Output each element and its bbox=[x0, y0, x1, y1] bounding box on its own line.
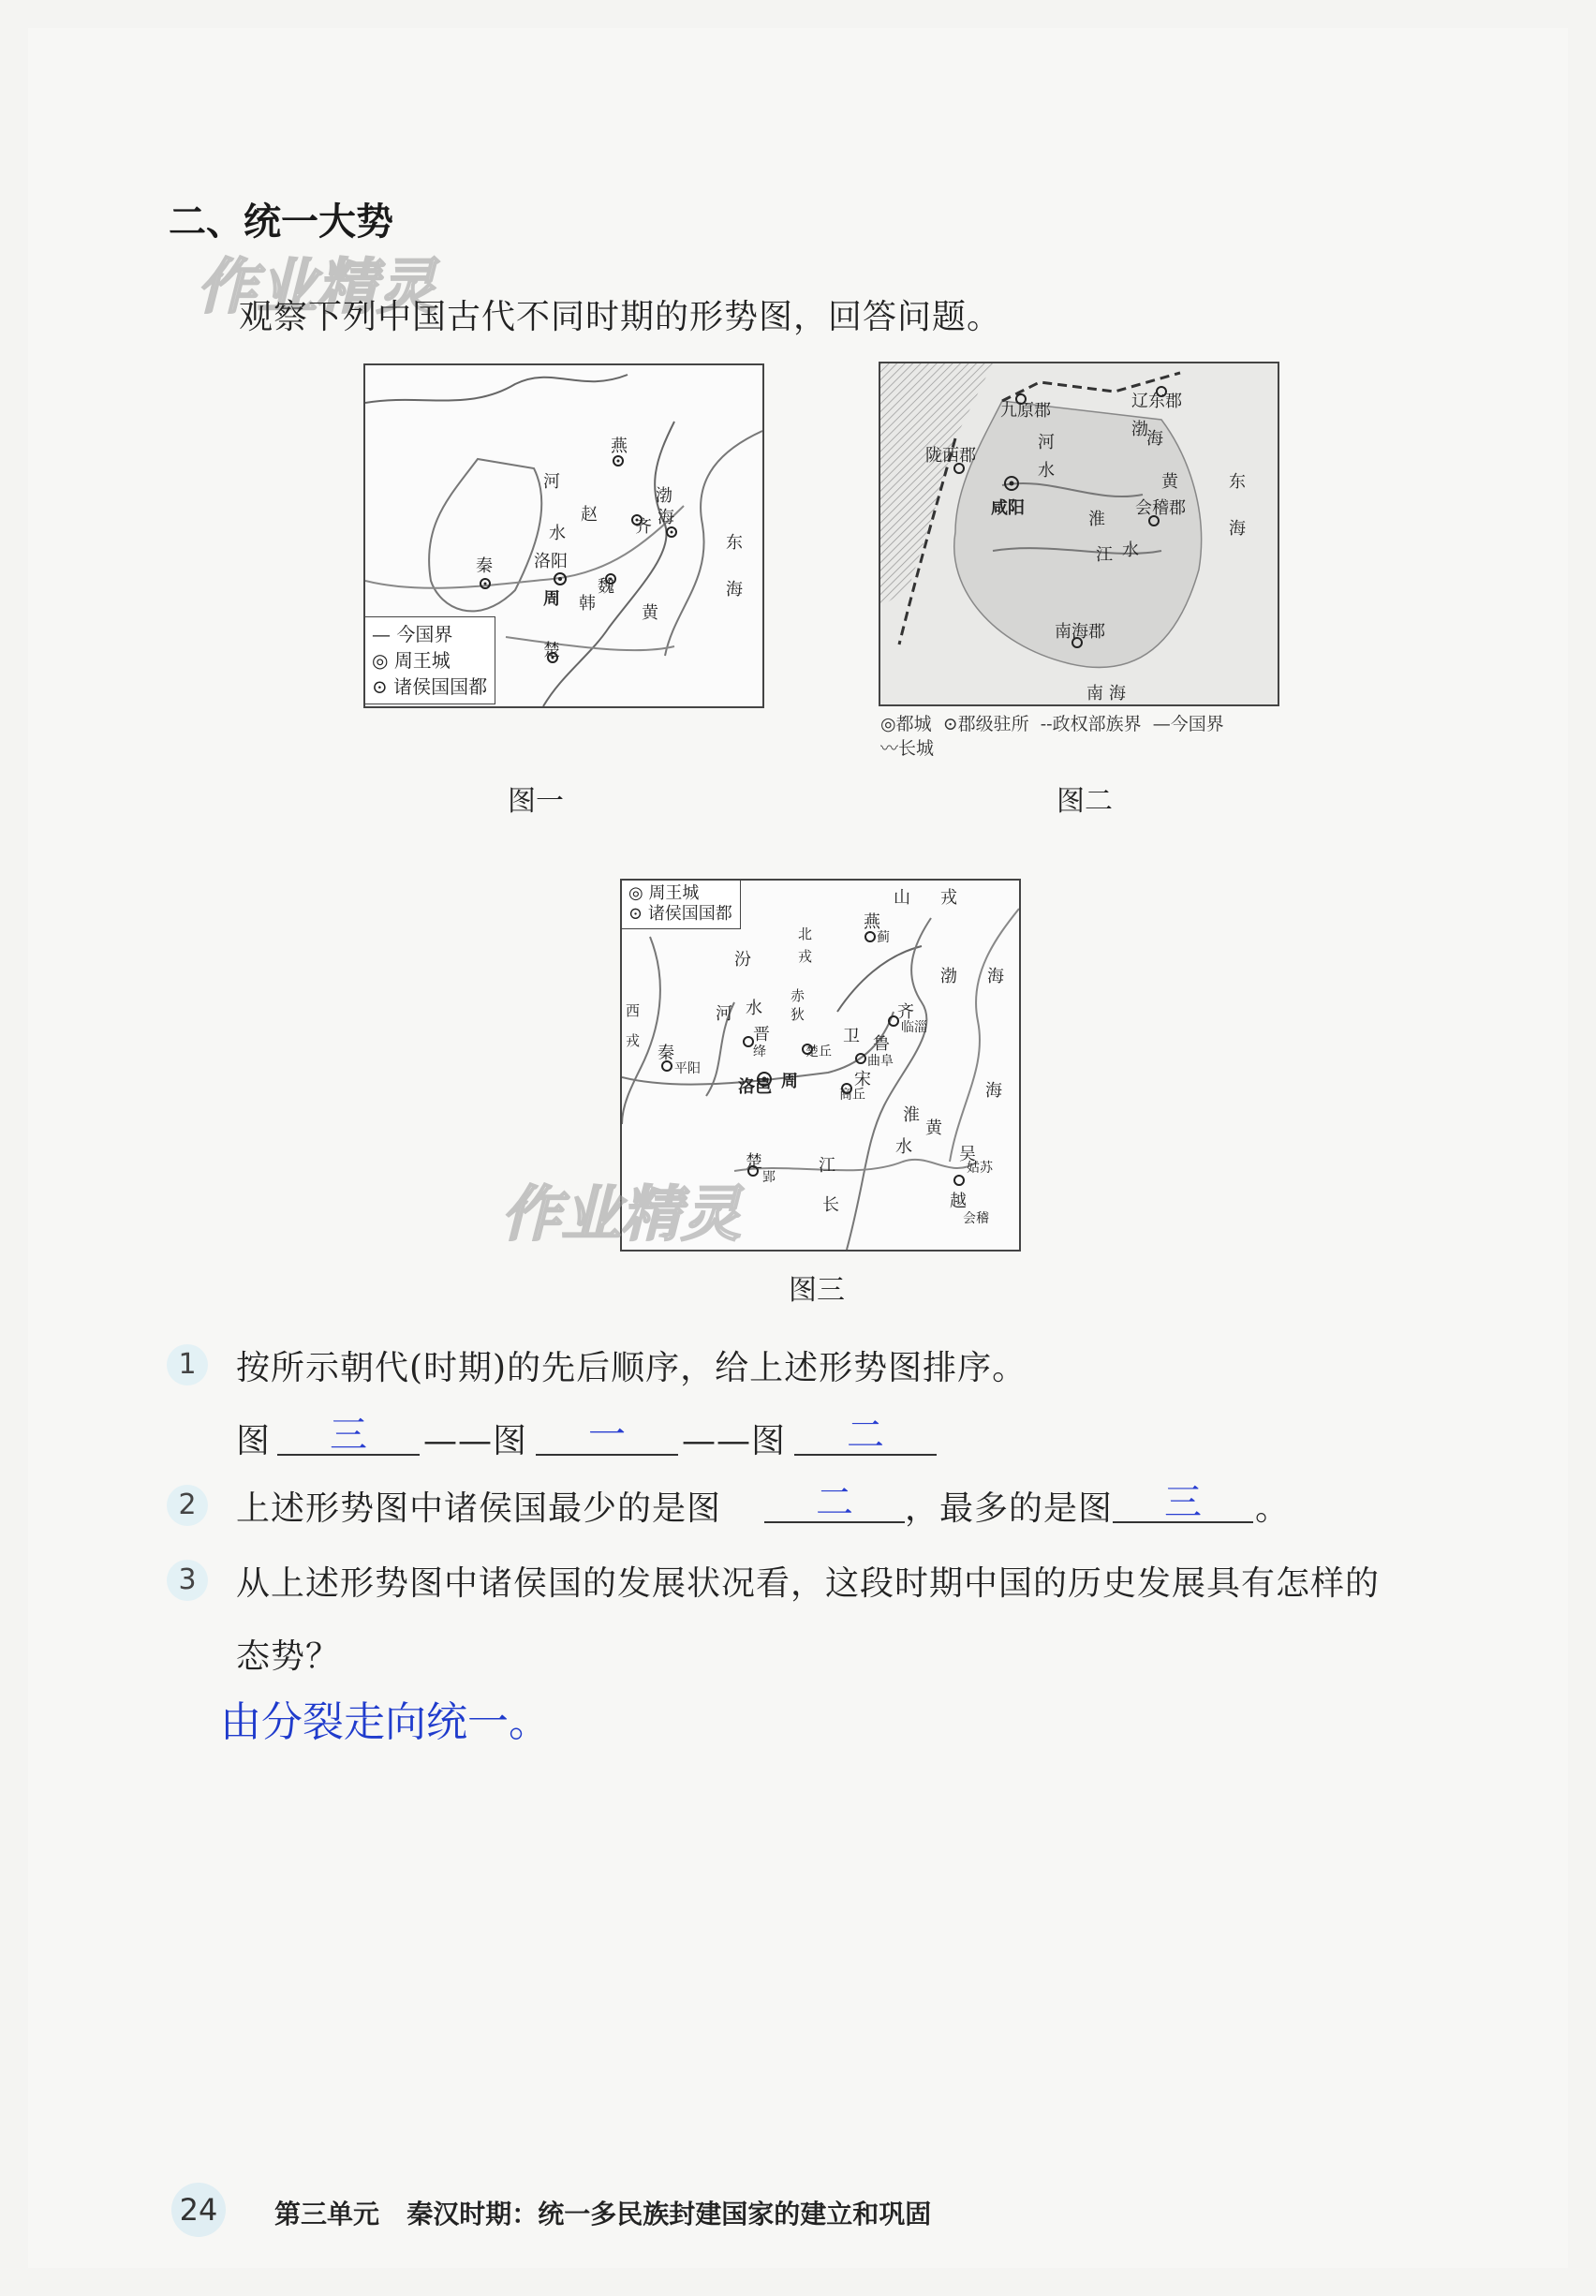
footer-title bbox=[274, 2194, 931, 2231]
unit-label: 第三单元 bbox=[274, 2199, 380, 2229]
map1-label: 燕 bbox=[611, 437, 628, 456]
map3-label: 赤 bbox=[791, 987, 805, 1004]
map2-label: 辽东郡 bbox=[1131, 392, 1182, 411]
map3-label: 燕 bbox=[864, 912, 880, 932]
map3-label: 海 bbox=[987, 967, 1004, 986]
capital-icon: ◎ bbox=[880, 714, 896, 734]
question-text: 上述形势图中诸侯国最少的是图 bbox=[236, 1489, 722, 1528]
answer-text: 二 bbox=[816, 1481, 853, 1524]
prefecture-icon: ⊙ bbox=[942, 714, 958, 734]
map2-label: 九原郡 bbox=[1000, 401, 1051, 421]
map3-label: 洛邑 bbox=[738, 1077, 772, 1097]
map3-label: 狄 bbox=[791, 1006, 805, 1023]
map3-label: 齐 bbox=[897, 1002, 914, 1022]
map3-label: 周 bbox=[781, 1072, 798, 1091]
map2-label: 淮 bbox=[1088, 510, 1105, 529]
map2-label: 陇西郡 bbox=[925, 446, 976, 466]
map3-label: 郢 bbox=[762, 1170, 776, 1185]
map2-label: 南海郡 bbox=[1055, 622, 1105, 642]
dashed-border-icon: -- bbox=[1040, 714, 1053, 734]
section-title: 二、统一大势 bbox=[169, 200, 393, 244]
question-number: 2 bbox=[167, 1485, 208, 1526]
map2-label: 南 bbox=[1086, 684, 1103, 704]
map-figure-2 bbox=[879, 362, 1279, 706]
map2-label: 会稽郡 bbox=[1135, 498, 1186, 518]
map1-label: 秦 bbox=[476, 556, 493, 576]
map3-label: 吴 bbox=[959, 1145, 976, 1164]
map2-label: 水 bbox=[1038, 461, 1055, 481]
royal-city-icon: ◎ bbox=[628, 883, 649, 903]
map2-caption: 图二 bbox=[1057, 785, 1113, 818]
map2-label: 渤 bbox=[1131, 420, 1148, 439]
map3-label: 汾 bbox=[734, 950, 751, 970]
map3-label: 淮 bbox=[903, 1105, 920, 1125]
map3-label: 蓟 bbox=[877, 930, 890, 945]
watermark: 作业精灵 bbox=[197, 253, 436, 322]
map3-label: 北 bbox=[798, 926, 813, 942]
map1-label: 赵 bbox=[581, 505, 598, 525]
map2-label: 咸阳 bbox=[991, 498, 1025, 518]
map1-legend: — 今国界 ◎ 周王城 ⊙ 诸侯国国都 bbox=[363, 616, 495, 704]
answer-text: 三 bbox=[330, 1414, 367, 1457]
map1-caption: 图一 bbox=[508, 785, 564, 818]
map2-label: 海 bbox=[1229, 519, 1246, 539]
map3-caption: 图三 bbox=[789, 1274, 845, 1307]
map3-label: 戎 bbox=[626, 1032, 641, 1049]
border-line-icon: — bbox=[1152, 714, 1171, 734]
map1-label: 洛阳 bbox=[534, 552, 568, 571]
map3-label: 绛 bbox=[753, 1044, 766, 1059]
question-separator: ——图 bbox=[423, 1422, 528, 1460]
map3-legend: ◎ 周王城 ⊙ 诸侯国国都 bbox=[620, 879, 741, 929]
map3-label: 秦 bbox=[658, 1044, 674, 1063]
unit-title: 秦汉时期：统一多民族封建国家的建立和巩固 bbox=[406, 2199, 932, 2229]
map1-label: 楚 bbox=[543, 641, 560, 660]
map3-label: 曲阜 bbox=[867, 1054, 894, 1069]
map3-label: 宋 bbox=[854, 1070, 871, 1089]
map1-label: 韩 bbox=[579, 594, 596, 614]
map3-label: 江 bbox=[819, 1156, 835, 1176]
watermark: 作业精灵 bbox=[501, 1180, 741, 1250]
map3-label: 姑苏 bbox=[967, 1161, 993, 1176]
map3-label: 会稽 bbox=[963, 1211, 989, 1226]
map2-label: 江 bbox=[1096, 545, 1113, 565]
question-text: 。 bbox=[1255, 1489, 1291, 1528]
map3-label: 晋 bbox=[753, 1025, 770, 1044]
map2-legend: ◎都城 ⊙郡级驻所 --政权部族界 —今国界 〰长城 bbox=[880, 714, 1224, 759]
map-figure-1 bbox=[363, 363, 764, 708]
answer-text: 二 bbox=[847, 1414, 884, 1457]
map3-label: 水 bbox=[895, 1137, 912, 1157]
map1-label: 海 bbox=[658, 508, 674, 527]
map3-label: 戎 bbox=[940, 888, 957, 908]
question-prefix: 图 bbox=[236, 1422, 272, 1460]
map2-label: 东 bbox=[1229, 472, 1246, 492]
question-separator: ——图 bbox=[682, 1422, 787, 1460]
border-line-icon: — bbox=[372, 623, 397, 645]
map1-label: 水 bbox=[549, 524, 566, 543]
map3-label: 商丘 bbox=[839, 1088, 865, 1103]
map2-label: 河 bbox=[1038, 433, 1055, 452]
map3-label: 楚 bbox=[746, 1152, 762, 1172]
map2-label: 海 bbox=[1146, 429, 1163, 449]
map3-label: 平阳 bbox=[674, 1061, 701, 1076]
map3-label: 西 bbox=[626, 1002, 641, 1019]
map1-label: 齐 bbox=[635, 517, 652, 537]
handwritten-answer: 由分裂走向统一。 bbox=[220, 1698, 550, 1746]
royal-city-icon: ◎ bbox=[372, 649, 394, 672]
question-text: 按所示朝代(时期)的先后顺序，给上述形势图排序。 bbox=[236, 1349, 1027, 1387]
page-number: 24 bbox=[171, 2183, 226, 2237]
map3-label: 卫 bbox=[843, 1027, 860, 1046]
question-text: 从上述形势图中诸侯国的发展状况看，这段时期中国的历史发展具有怎样的 bbox=[236, 1564, 1381, 1603]
map1-label: 渤 bbox=[656, 486, 672, 506]
map3-label: 海 bbox=[985, 1081, 1002, 1101]
map1-label: 海 bbox=[726, 580, 743, 600]
intro-text: 观察下列中国古代不同时期的形势图，回答问题。 bbox=[239, 298, 1002, 336]
question-number: 3 bbox=[167, 1560, 208, 1601]
map3-label: 山 bbox=[894, 888, 910, 908]
map3-label: 越 bbox=[950, 1192, 967, 1211]
map3-label: 戎 bbox=[798, 948, 813, 965]
map3-label: 水 bbox=[746, 999, 762, 1018]
capital-icon: ⊙ bbox=[372, 675, 394, 698]
question-text: ，最多的是图 bbox=[905, 1489, 1114, 1528]
map3-label: 临淄 bbox=[901, 1020, 927, 1035]
map1-label: 周 bbox=[543, 589, 560, 609]
map3-label: 黄 bbox=[925, 1118, 942, 1138]
map2-lines bbox=[880, 363, 1278, 704]
question-number: 1 bbox=[167, 1344, 208, 1385]
map3-label: 长 bbox=[822, 1195, 839, 1215]
map2-label: 水 bbox=[1122, 541, 1139, 560]
great-wall-icon: 〰 bbox=[880, 738, 899, 759]
map1-label: 黄 bbox=[642, 603, 658, 623]
map3-label: 河 bbox=[716, 1004, 732, 1024]
question-text-cont: 态势？ bbox=[236, 1637, 341, 1676]
answer-text: 三 bbox=[1164, 1481, 1202, 1524]
capital-icon: ⊙ bbox=[628, 904, 648, 924]
map3-label: 鲁 bbox=[873, 1034, 890, 1054]
map3-label: 楚丘 bbox=[805, 1044, 832, 1059]
answer-text: 一 bbox=[588, 1414, 626, 1457]
map1-label: 东 bbox=[726, 533, 743, 553]
map2-label: 黄 bbox=[1161, 472, 1178, 492]
map1-label: 河 bbox=[543, 472, 560, 492]
map3-label: 渤 bbox=[940, 967, 957, 986]
map1-label: 魏 bbox=[598, 577, 614, 597]
map2-label: 海 bbox=[1109, 684, 1126, 704]
